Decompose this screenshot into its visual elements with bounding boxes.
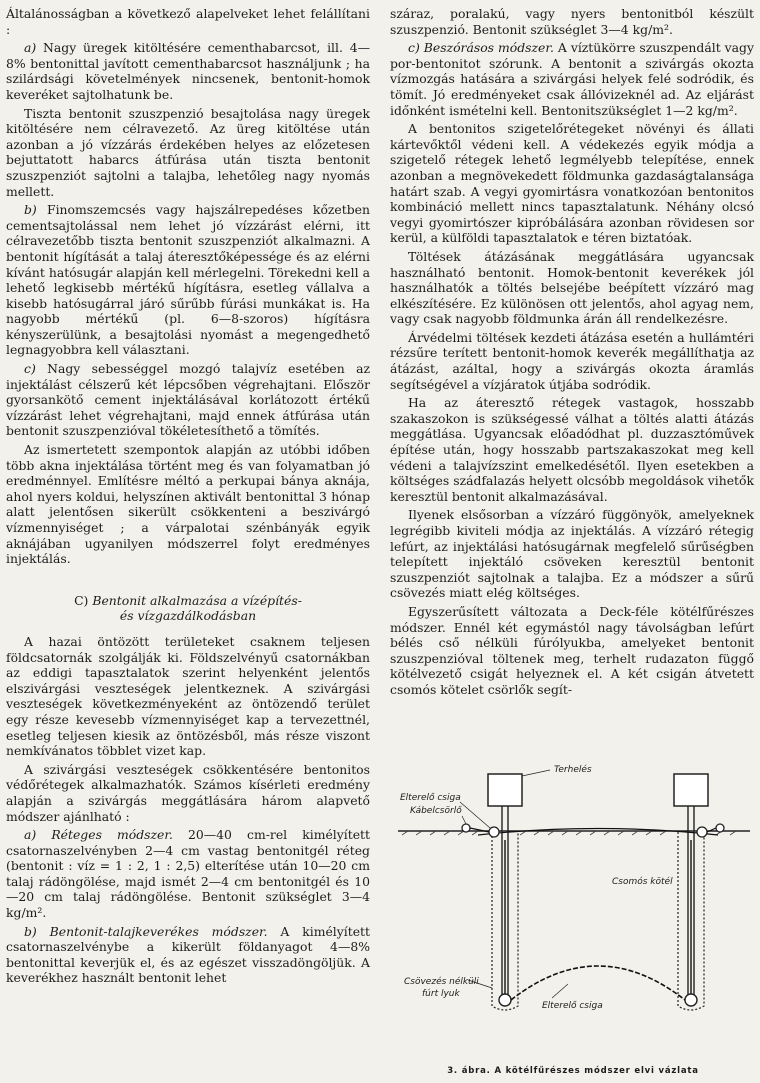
label-csovezes: Csövezés nélküli [404, 977, 479, 987]
load-block-right [674, 774, 708, 806]
item-label: b) Bentonit-talajkeverékes módszer. [24, 923, 268, 939]
label-elterelo-csiga-bottom: Elterelő csiga [542, 1001, 603, 1011]
item-label: a) Réteges módszer. [24, 827, 173, 843]
left-column [6, 6, 370, 989]
winch-left [462, 824, 470, 832]
item-label: c) [24, 361, 36, 377]
paragraph-text: Nagy üregek kitöltésére cementhabarcsot, ill. 4—8% bentonittal javított cementhabarcsot használjunk ; ha szilárdsági követelmények nincsenek, bentonit-homok keveréket sajtolhatunk be. [6, 40, 370, 102]
diagram-svg [392, 762, 754, 1066]
item-label: c) Beszórásos módszer. [408, 40, 554, 56]
paragraph: A szivárgási veszteségek csökkentésére bentonitos védőrétegek alkalmazhatók. Számos kísérleti eredmény alapján a szivárgás meggátlására három alapvető módszer ajánlható : [6, 761, 370, 824]
paragraph [6, 202, 370, 358]
paragraph: Általánosságban a következő alapelveket lehet felállítani : [6, 6, 370, 37]
paragraph: Egyszerűsített változata a Deck-féle kötélfűrészes módszer. Ennél két egymástól nagy távolságban lefúrt bélés cső nélküli fúrólyukba, amelyeket bentonit szuszpenzióval töltenek meg, terhelt rudazaton függő kötélvezető csigát helyeznek el. A két csigán átvetett csomós kötelet csörlők segít- [390, 603, 754, 697]
paragraph [6, 361, 370, 439]
paragraph: Árvédelmi töltések kezdeti átázása esetén a hullámtéri rézsűre terített bentonit-homok keverék megállíthatja az átázást, azáltal, hogy a szivárgás okozta áramlás segítségével a vízjáratok útjába sodródik. [390, 329, 754, 392]
figure-rope-saw-diagram [392, 762, 754, 1074]
item-label: b) [24, 202, 37, 218]
paragraph-text: Nagy sebességgel mozgó talajvíz esetében az injektálást célszerű két lépcsőben végrehajtani. Először gyorsankötő cement injektálásával korlátozott értékű vízzárást lehet végrehajtani, majd ennek átfúrása után bentonit szuszpenzióval tökéletesíthető a tömítés. [6, 361, 370, 439]
heading-prefix: C) [74, 592, 89, 608]
label-furt-lyuk: fúrt lyuk [422, 989, 460, 999]
label-terheles: Terhelés [554, 765, 592, 775]
paragraph: Ha az áteresztő rétegek vastagok, hosszabb szakaszokon is szükségessé válhat a töltés alatti átázás meggátlása. Ugyancsak előadódhat pl. duzzasztóművek építése után, hogy hosszabb partszakaszokat meg kell védeni a talajvízszint emelkedésétől. Ilyen esetekben a költséges szádfalazás helyett olcsóbb megoldások vihetők keresztül bentonit alkalmazásával. [390, 395, 754, 504]
item-label: a) [24, 40, 37, 56]
paragraph: A hazai öntözött területeket csaknem teljesen földcsatornák szolgálják ki. Földszelvényű csatornákban az eddigi tapasztalatok szerint helyenként jelentős elszivárgási veszteségek jelentkeznek. A szivárgási veszteségek következményeként az öntözendő terület egy része kevesebb vízmennyiséget kap a tervezettnél, esetleg teljesen kiesik az öntözésből, más része viszont nemkívánatos többlet vizet kap. [6, 633, 370, 759]
paragraph: száraz, poralakú, vagy nyers bentonitból készült szuszpenzió. Bentonit szükséglet 3—4 kg/m². [390, 6, 754, 37]
figure-caption: 3. ábra. A kötélfűrészes módszer elvi vázlata [447, 1066, 699, 1076]
paragraph-text: A víztükörre szuszpendált vagy por-bentonitot szórunk. A bentonit a szivárgás okozta vízmozgás hatására a szivárgási helyek felé sodródik, és tömít. Jó eredményeket csak állóvizeknél ad. Az eljárást időnként ismételni kell. Bentonitszükséglet 1—2 kg/m². [390, 40, 754, 118]
paragraph [6, 827, 370, 921]
label-kabelcsorlo: Kábelcsörlő [410, 806, 462, 816]
pulley-top-left [489, 827, 499, 837]
paragraph [390, 40, 754, 118]
heading-line-2: és vízgazdálkodásban [119, 608, 257, 624]
right-column [390, 6, 754, 701]
paragraph: Ilyenek elsősorban a vízzáró függönyök, amelyeknek legrégibb kiviteli módja az injektálás. A vízzáró rétegig lefúrt, az injektálási hatósugárnak megfelelő sűrűségben telepített injektáló csöveken keresztül bentonit szuszpenziót sajtolnak a talajba. Ez a módszer a sűrű csövezés miatt elég költséges. [390, 507, 754, 601]
paragraph: Az ismertetett szempontok alapján az utóbbi időben több akna injektálása történt meg és van folyamatban jó eredménnyel. Említésre méltó a perkupai bánya aknája, ahol nyers koldui, helyszínen aktivált bentonittal 3 hónap alatt jelentősen sikerült csökkenteni a beszivárgó vízmennyiséget ; a várpalotai szénbányák egyik aknájában ugyanilyen módszerrel folyt eredményes injektálás. [6, 442, 370, 567]
section-heading [6, 593, 370, 624]
paragraph-text: 20—40 cm-rel kimélyített csatornaszelvényben 2—4 cm vastag bentonitgél réteg (bentonit : víz = 1 : 2, 1 : 2,5) elterítése után 10—20 cm talaj rádöngölése, majd ismét 2—4 cm bentonitgél és 10—20 cm talaj rádöngölése. Bentonit szükséglet 3—4 kg/m². [6, 827, 370, 921]
paragraph: Töltések átázásának meggátlására ugyancsak használható bentonit. Homok-bentonit keverékek jól használhatók a töltés belsejébe beépített vízzáró mag elkészítésére. Ez különösen ott jelentős, ahol agyag nem, vagy csak nagyobb földmunka árán áll rendelkezésre. [390, 248, 754, 327]
paragraph-text: A kimélyített csatornaszelvénybe a kikerült földanyagot 4—8% bentonittal keverjük el, és az egészet visszadöngöljük. A keverékhez használt bentonit lehet [6, 923, 371, 986]
pulley-bottom-right [685, 994, 697, 1006]
paragraph: A bentonitos szigetelőrétegeket növényi és állati kártevőktől védeni kell. A védekezés egyik módja a szigetelő rétegek lehető legmélyebb telepítése, ennek azonban a megnövekedett földmunka gazdaságtalansága határt szab. A vegyi gyomirtásra vonatkozóan bentonitos kombináció mellett nincs tapasztalatunk. Néhány olcsó vegyi gyomirtószer kipróbálására azonban rövidesen sor kerül, a külföldi tapasztalatok e téren biztatóak. [390, 121, 754, 246]
load-block-left [488, 774, 522, 806]
heading-line-1: Bentonit alkalmazása a vízépítés- [92, 592, 302, 608]
winch-right [716, 824, 724, 832]
pulley-bottom-left [499, 994, 511, 1006]
label-csomos-kotel: Csomós kötél [612, 877, 673, 887]
paragraph [6, 924, 370, 986]
pulley-top-right [697, 827, 707, 837]
paragraph [6, 40, 370, 102]
paragraph-text: Finomszemcsés vagy hajszálrepedéses kőzetben cementsajtolással nem lehet jó vízzárást elérni, itt célravezetőbb tiszta bentonit szuszpenziót alkalmazni. A bentonit hígítását a talaj áteresztőképessége és az elérni kívánt hatósugár alapján kell mérlegelni. Törekedni kell a lehető legkisebb mértékű hígításra, esetleg vállalva a kisebb hatósugárral járó sűrűbb fúrási munkákat is. Ha nagyobb mértékű (pl. 6—8-szoros) hígításra kényszerülünk, a besajtolási nyomást a megengedhető legnagyobbra kell választani. [6, 202, 370, 358]
knotted-rope [511, 966, 685, 1000]
paragraph: Tiszta bentonit szuszpenzió besajtolása nagy üregek kitöltésére nem célravezető. Az üreg kitöltése után azonban a jó vízzárás érdekében helyes az előzetesen bejuttatott habarcs átfúrása után tiszta bentonit szuszpenziót sajtolni a talajba, lehetőleg nagy nyomás mellett. [6, 105, 370, 199]
label-elterelo-csiga-top: Elterelő csiga [400, 793, 461, 803]
